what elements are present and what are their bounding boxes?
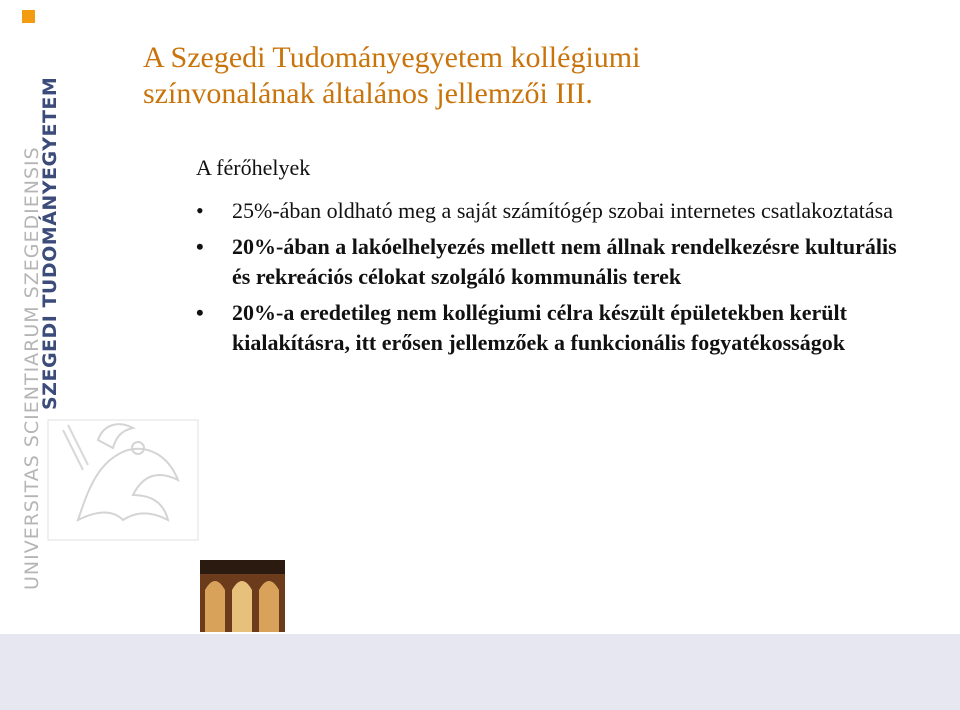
brand-vertical-light: UNIVERSITAS SCIENTIARUM SZEGEDIENSIS xyxy=(21,146,43,590)
orange-accent-square xyxy=(22,10,35,23)
bullet-item xyxy=(196,232,916,292)
intro-text: A férőhelyek xyxy=(196,155,311,180)
bottom-band-line xyxy=(0,632,960,634)
bullet-item xyxy=(196,196,916,226)
bullet-icon: • xyxy=(196,234,204,259)
slide-title-line-1: A Szegedi Tudományegyetem kollégiumi xyxy=(143,41,641,74)
bullet-item xyxy=(196,298,916,358)
slide-title xyxy=(143,40,863,112)
brand-vertical-dark: SZEGEDI TUDOMÁNYEGYETEM xyxy=(39,76,61,410)
bullet-icon: • xyxy=(196,198,204,223)
bottom-band xyxy=(0,632,960,710)
bullet-text: 25%-ában oldható meg a saját számítógép szobai internetes csatlakoztatása xyxy=(232,198,893,223)
bullet-list xyxy=(196,196,916,364)
bullet-icon: • xyxy=(196,300,204,325)
slide-title-line-2: színvonalának általános jellemzői III. xyxy=(143,77,593,110)
griffin-icon xyxy=(38,400,213,550)
bullet-text: 20%-a eredetileg nem kollégiumi célra készült épületekben került kialakításra, itt erősen jellemzőek a funkcionális fogyatékosságok xyxy=(232,300,847,355)
bullet-text: 20%-ában a lakóelhelyezés mellett nem állnak rendelkezésre kulturális és rekreációs célokat szolgáló kommunális terek xyxy=(232,234,897,289)
